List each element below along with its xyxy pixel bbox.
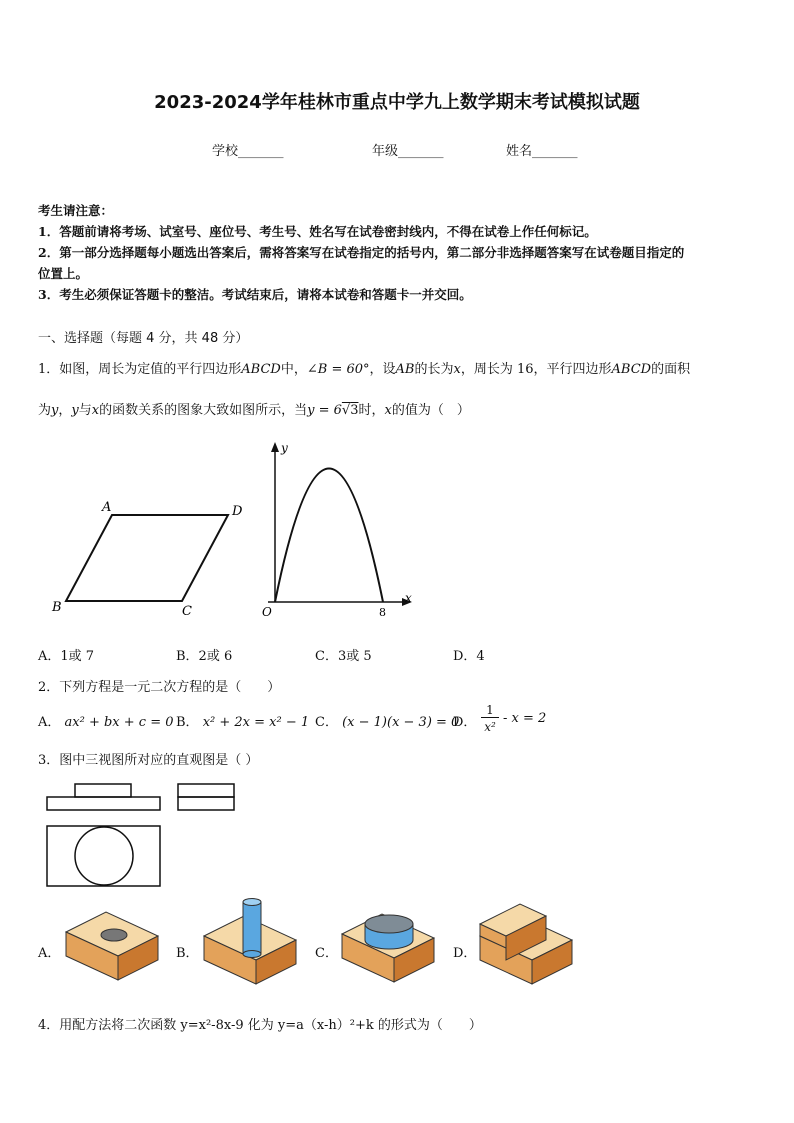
q2-option-d-label[interactable]: D． [453,715,477,730]
school-field[interactable]: 学校_______ [212,144,284,159]
q1-option-c[interactable]: C．3或 5 [315,649,372,664]
cylinder-top [243,899,261,906]
q1-line1: 1．如图，周长为定值的平行四边形ABCD中，∠B = 60°，设AB的长为x，周长为 16，平行四边形ABCD的面积 [38,362,691,377]
label-a: A [102,500,112,515]
side-view [178,784,234,810]
q2-option-a[interactable]: A． ax² + bx + c = 0 [38,715,174,730]
q3-option-b-figure[interactable] [200,896,300,992]
q2-stem: 2．下列方程是一元二次方程的是（ ） [38,680,281,695]
front-view [47,784,160,810]
notice-item-2: 2．第一部分选择题每小题选出答案后，需将答案写在试卷指定的括号内，第二部分非选择题答案写在试卷题目指定的 [38,245,685,260]
q2-option-d-rest: - x = 2 [503,711,547,726]
section-heading: 一、选择题（每题 4 分，共 48 分） [38,331,249,346]
function-graph [258,440,423,625]
label-b: B [52,600,62,615]
q3-option-b-label[interactable]: B． [176,946,199,961]
q3-option-c-label[interactable]: C． [315,946,338,961]
notice-item-1: 1．答题前请将考场、试室号、座位号、考生号、姓名写在试卷密封线内，不得在试卷上作任何标记。 [38,224,597,239]
q3-option-a-figure[interactable] [62,908,162,988]
cylinder-body [243,902,261,954]
top-view [47,826,160,886]
label-d: D [232,504,243,519]
x-tick-8: 8 [379,606,386,619]
q3-stem: 3．图中三视图所对应的直观图是（ ） [38,753,259,768]
axis-y-label: y [281,441,288,455]
three-views-figure [44,782,244,892]
q1-option-b[interactable]: B．2或 6 [176,649,233,664]
notice-item-2-cont: 位置上。 [38,266,89,281]
parabola-curve [275,469,383,603]
q1-option-a[interactable]: A．1或 7 [38,649,95,664]
name-field[interactable]: 姓名_______ [506,144,578,159]
hole [101,929,127,941]
origin-label: O [262,605,272,619]
parallelogram-figure [40,495,260,625]
q3-option-d-figure[interactable] [476,906,576,992]
grade-field[interactable]: 年级_______ [372,144,444,159]
q4-stem: 4．用配方法将二次函数 y=x²-8x-9 化为 y=a（x-h）²+k 的形式为（ ） [38,1018,482,1033]
q2-option-b[interactable]: B． x² + 2x = x² − 1 [176,715,310,730]
notice-item-3: 3．考生必须保证答题卡的整洁。考试结束后，请将本试卷和答题卡一并交回。 [38,287,472,302]
q3-option-a-label[interactable]: A． [38,946,61,961]
disk-top [365,915,413,933]
q3-option-d-label[interactable]: D． [453,946,477,961]
q2-option-c[interactable]: C． (x − 1)(x − 3) = 0 [315,715,460,730]
axis-x-label: x [405,591,412,605]
parallelogram-abcd [66,515,228,601]
q2-option-d-denominator: x² [484,720,496,734]
q3-option-c-figure[interactable] [338,906,438,992]
page-title: 2023-2024学年桂林市重点中学九上数学期末考试模拟试题 [154,92,640,113]
label-c: C [182,604,192,619]
q1-option-d[interactable]: D．4 [453,649,485,664]
y-axis-arrow [271,442,279,452]
q1-line2: 为y，y与x的函数关系的图象大致如图所示，当y = 6√3时，x的值为（ ） [38,403,470,418]
notice-heading: 考生请注意： [38,203,114,218]
q2-option-d-numerator: 1 [481,703,499,718]
